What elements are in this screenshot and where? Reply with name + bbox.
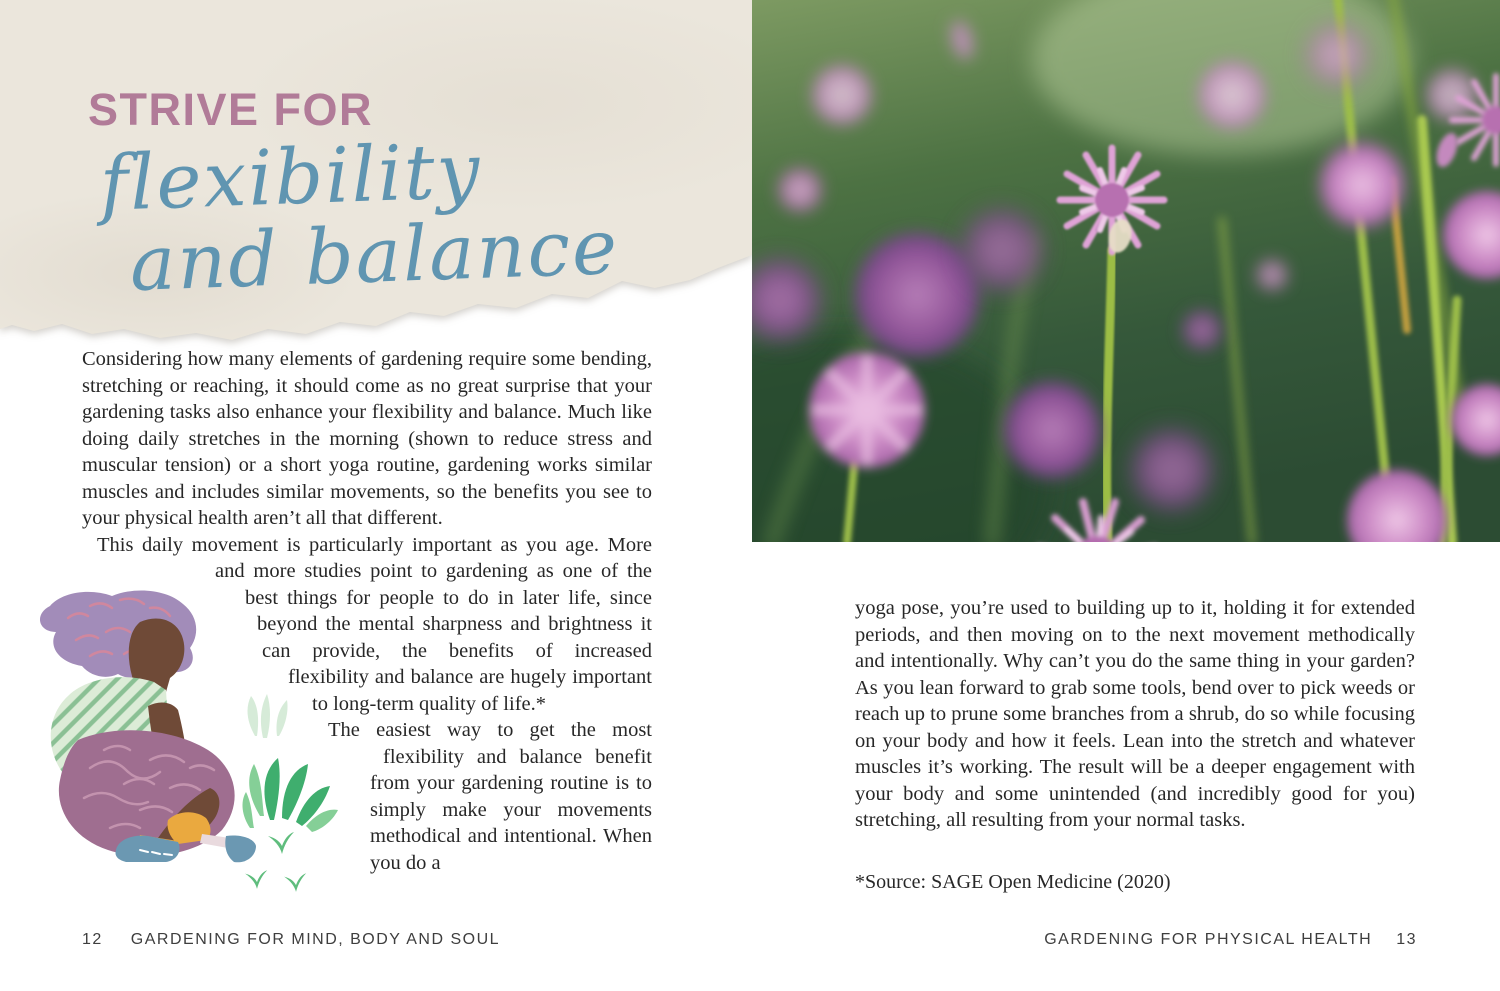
paragraph-1: Considering how many elements of gardening require some bending, stretching or reaching, it should come as no great surprise that your gardening tasks also enhance your flexibility and balance. Much like doing daily stretches in the morning (shown to reduce stress and muscular tension) or a short yoga routine, gardening works similar muscles and includes similar movements, so the benefits you see to your physical health aren’t all that different. (82, 348, 652, 529)
left-running-title: GARDENING FOR MIND, BODY AND SOUL (130, 931, 501, 948)
trowel-blade (225, 835, 256, 862)
paragraph-continued: yoga pose, you’re used to building up to it, holding it for extended periods, and then moving on to the next movement methodically and intentionally. Why can’t you do the same thing in your garden? As you lean forward to grab some tools, bend over to pick weeds or reach up to prune some branches from a shrub, do so while focusing on your body and how it feels. Lean into the stretch and whatever muscles it’s working. The result will be a deeper engagement with your body and some unintended (and incredibly good for you) stretching, all resulting from your normal tasks. (855, 597, 1415, 831)
pale-fronds (248, 694, 288, 738)
paragraph-3: The easiest way to get the most flexibility and balance benefit from your gardening routine is to simply make your movements methodical and intentional. When you do a (328, 719, 652, 874)
chapter-eyebrow: STRIVE FOR (88, 84, 374, 135)
source-note: *Source: SAGE Open Medicine (2020) (855, 871, 1171, 893)
chapter-title-line1: flexibility (98, 125, 483, 228)
chapter-title-line2: and balance (128, 201, 621, 308)
right-page-number: 13 (1396, 931, 1417, 948)
gardener-illustration (20, 588, 355, 898)
right-page-footer (1044, 931, 1417, 949)
sprouts (245, 832, 306, 892)
left-page-footer (82, 931, 500, 949)
paragraph-2: This daily movement is particularly important as you age. More and more studies point to gardening as one of the best things for people to do in later life, since beyond the mental sharpness and brightness it can provide, the benefits of increased flexibility and balance are hugely important to long-term quality of life.* (97, 533, 652, 715)
seedling (243, 758, 338, 832)
chive-flowers-photo (752, 0, 1500, 542)
right-running-title: GARDENING FOR PHYSICAL HEALTH (1044, 931, 1373, 948)
right-page-body-text (855, 595, 1415, 834)
left-page-number: 12 (82, 931, 103, 948)
